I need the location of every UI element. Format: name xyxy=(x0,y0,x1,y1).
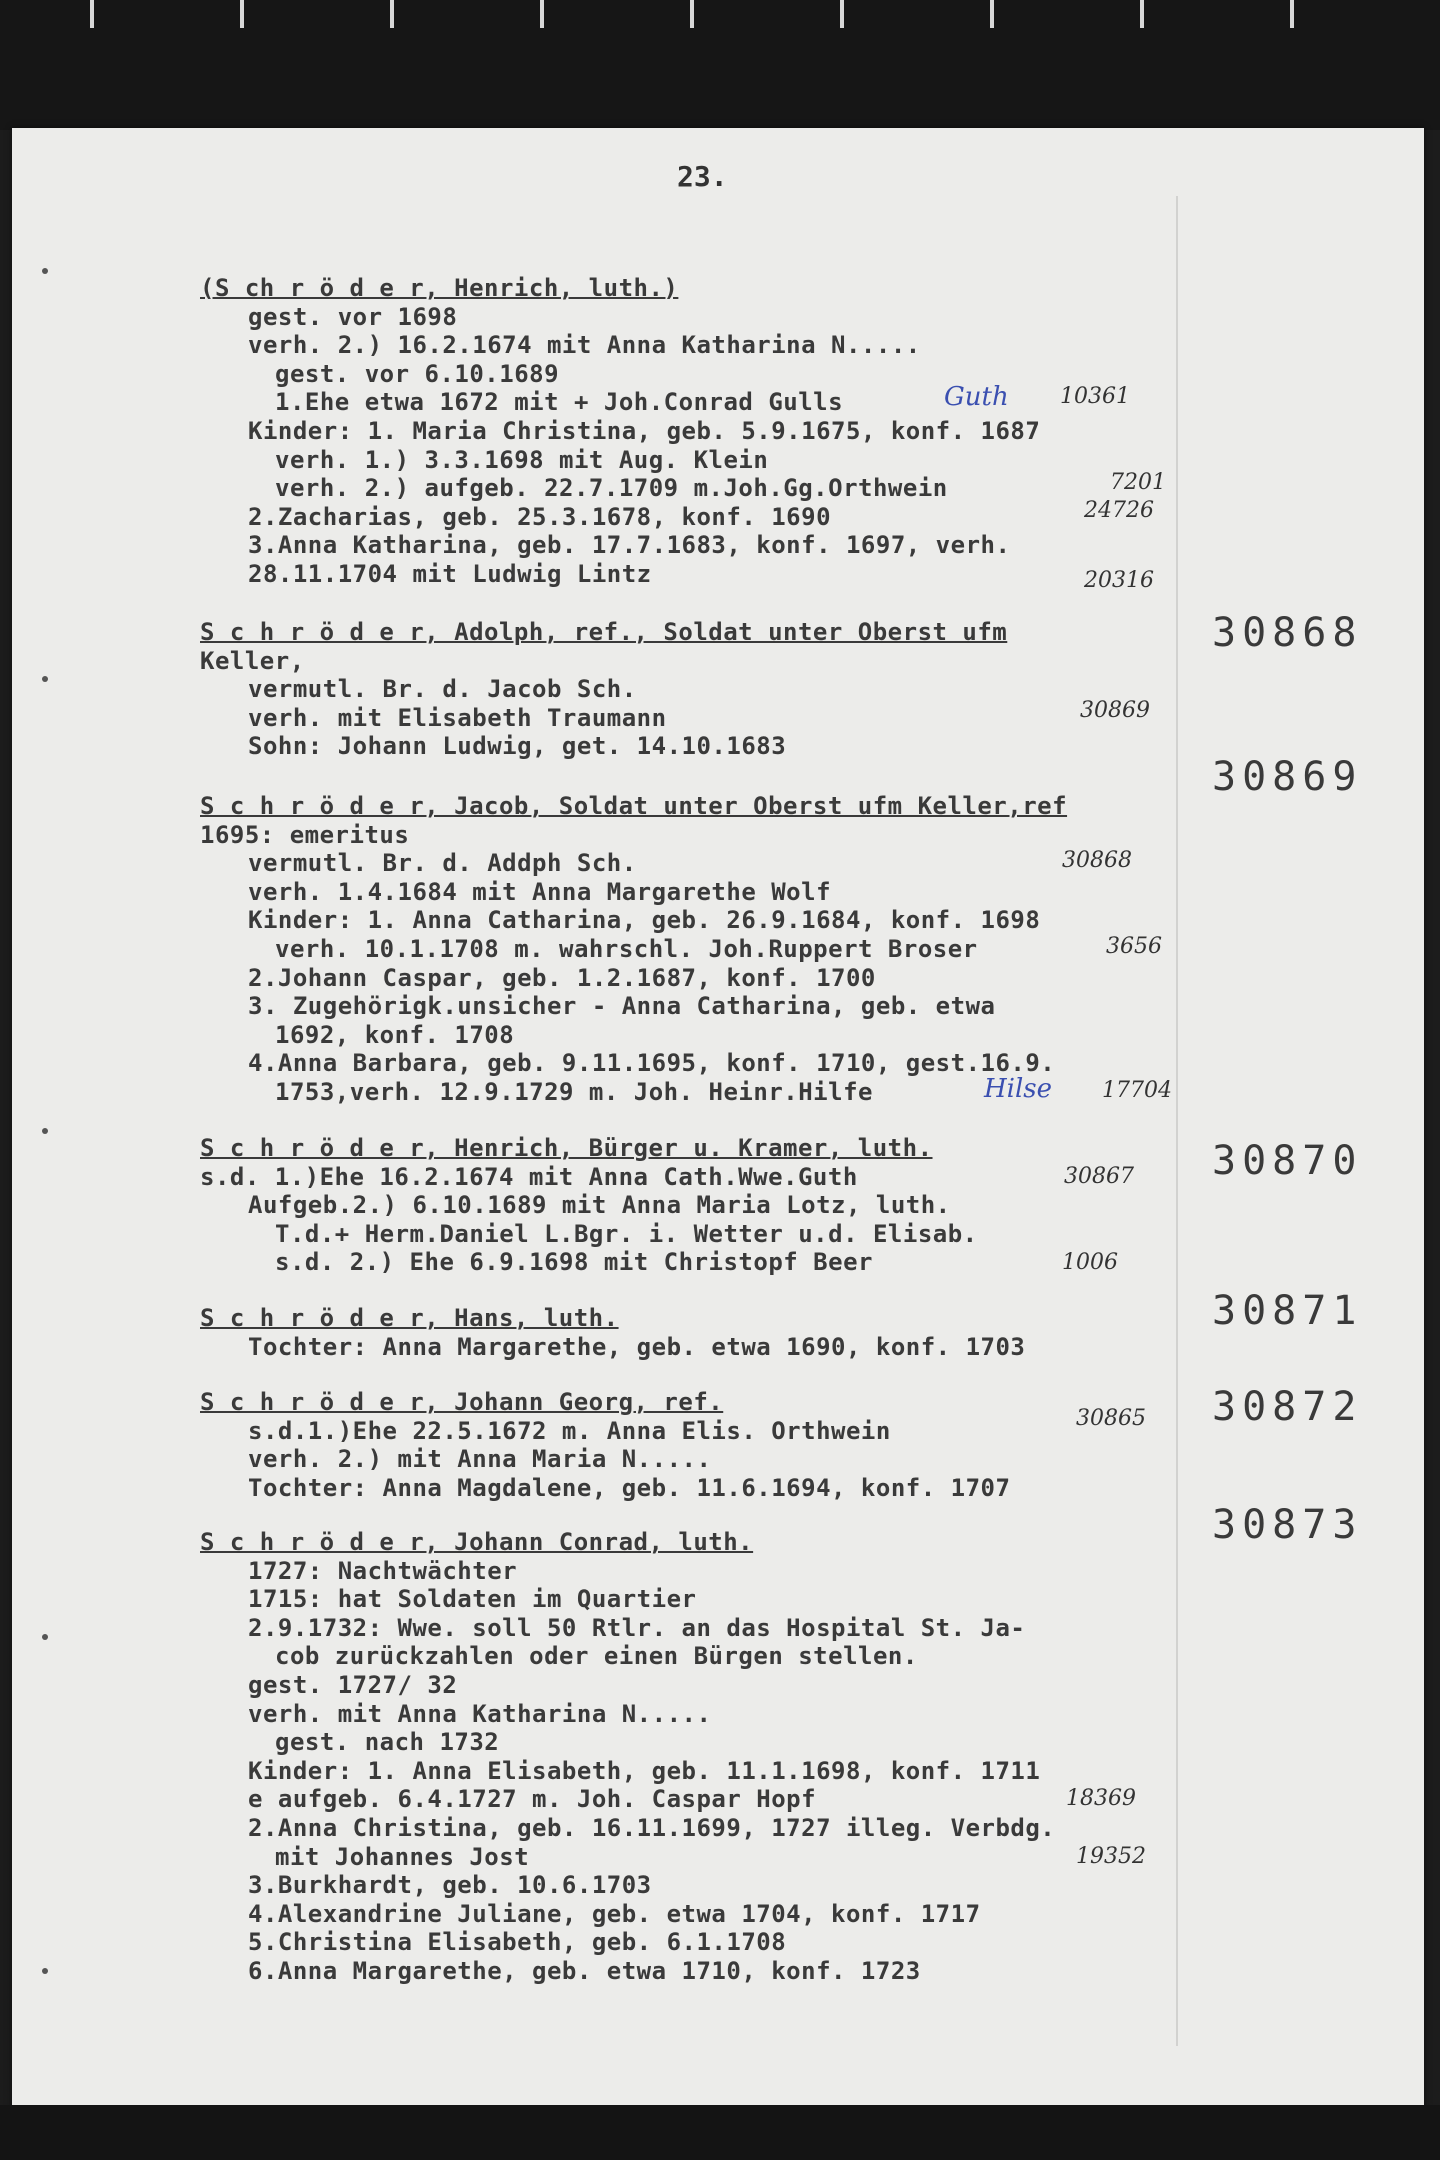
reference-number: 30869 xyxy=(1212,754,1363,800)
entry-line: cob zurückzahlen oder einen Bürgen stellen. xyxy=(275,1642,918,1671)
entry-line: mit Johannes Jost xyxy=(275,1842,530,1871)
entry-line: 1.Ehe etwa 1672 mit + Joh.Conrad Gulls xyxy=(275,388,844,417)
entry-line: 1695: emeritus xyxy=(200,820,410,849)
entry-line: 3. Zugehörigk.unsicher - Anna Catharina, geb. etwa xyxy=(248,992,996,1021)
handwritten-number: 19352 xyxy=(1076,1844,1146,1869)
handwritten-number: 17704 xyxy=(1102,1078,1172,1103)
reference-number: 30870 xyxy=(1212,1138,1363,1184)
handwritten-number: 24726 xyxy=(1084,498,1154,523)
entry-line: 1715: hat Soldaten im Quartier xyxy=(248,1585,697,1614)
handwritten-number: 1006 xyxy=(1062,1250,1118,1275)
entry-heading: S c h r ö d e r, Henrich, Bürger u. Kramer, luth. xyxy=(200,1134,933,1162)
film-tick xyxy=(90,0,94,28)
handwritten-number: 20316 xyxy=(1084,568,1154,593)
entry-line: vermutl. Br. d. Addph Sch. xyxy=(248,849,637,878)
entry-line: 3.Burkhardt, geb. 10.6.1703 xyxy=(248,1871,652,1900)
entry-line: 28.11.1704 mit Ludwig Lintz xyxy=(248,559,652,588)
handwritten-number: 10361 xyxy=(1060,384,1130,409)
entry-heading: S c h r ö d e r, Hans, luth. xyxy=(200,1304,619,1332)
entry-line: Tochter: Anna Magdalene, geb. 11.6.1694, konf. 1707 xyxy=(248,1473,1011,1502)
entry-schroeder-johann-georg xyxy=(200,1388,1200,1502)
film-strip-bottom xyxy=(0,2105,1440,2160)
reference-number: 30871 xyxy=(1212,1288,1363,1334)
entry-line: 1753,verh. 12.9.1729 m. Joh. Heinr.Hilfe xyxy=(275,1077,873,1106)
reference-number: 30872 xyxy=(1212,1384,1363,1430)
handwritten-number: 30868 xyxy=(1062,848,1132,873)
handwritten-number: 30865 xyxy=(1076,1406,1146,1431)
punch-mark xyxy=(42,1634,48,1640)
film-tick xyxy=(990,0,994,28)
punch-mark xyxy=(42,676,48,682)
entry-line: 4.Anna Barbara, geb. 9.11.1695, konf. 1710, gest.16.9. xyxy=(248,1049,1056,1078)
entry-line: verh. 1.4.1684 mit Anna Margarethe Wolf xyxy=(248,877,832,906)
entry-line: 3.Anna Katharina, geb. 17.7.1683, konf. 1697, verh. xyxy=(248,531,1011,560)
entry-line: gest. vor 6.10.1689 xyxy=(275,359,560,388)
handwritten-correction: Hilse xyxy=(984,1074,1053,1104)
entry-line: verh. 1.) 3.3.1698 mit Aug. Klein xyxy=(275,445,769,474)
entry-line: s.d.1.)Ehe 22.5.1672 m. Anna Elis. Orthwein xyxy=(248,1416,891,1445)
entry-line: 5.Christina Elisabeth, geb. 6.1.1708 xyxy=(248,1928,787,1957)
film-strip-top xyxy=(0,0,1440,130)
film-tick xyxy=(1140,0,1144,28)
entry-line: T.d.+ Herm.Daniel L.Bgr. i. Wetter u.d. Elisab. xyxy=(275,1219,978,1248)
handwritten-correction: Guth xyxy=(944,382,1009,412)
entry-line: Kinder: 1. Anna Catharina, geb. 26.9.1684, konf. 1698 xyxy=(248,906,1041,935)
film-tick xyxy=(690,0,694,28)
handwritten-number: 30867 xyxy=(1064,1164,1134,1189)
film-tick xyxy=(240,0,244,28)
entry-line: Kinder: 1. Maria Christina, geb. 5.9.1675, konf. 1687 xyxy=(248,416,1041,445)
entry-heading: (S ch r ö d e r, Henrich, luth.) xyxy=(200,274,679,302)
entry-line: Sohn: Johann Ludwig, get. 14.10.1683 xyxy=(248,732,787,761)
handwritten-number: 3656 xyxy=(1106,934,1162,959)
entry-heading: S c h r ö d e r, Johann Georg, ref. xyxy=(200,1388,724,1416)
handwritten-number: 30869 xyxy=(1080,698,1150,723)
entry-line: 2.Zacharias, geb. 25.3.1678, konf. 1690 xyxy=(248,502,832,531)
document-page xyxy=(12,128,1424,2123)
entry-line: s.d. 2.) Ehe 6.9.1698 mit Christopf Beer xyxy=(275,1248,873,1277)
entry-line: verh. 10.1.1708 m. wahrschl. Joh.Ruppert Broser xyxy=(275,934,978,963)
entry-line: 2.Johann Caspar, geb. 1.2.1687, konf. 1700 xyxy=(248,963,876,992)
entry-line: 1692, konf. 1708 xyxy=(275,1020,515,1049)
entry-line: 1727: Nachtwächter xyxy=(248,1556,518,1585)
entry-line: 2.9.1732: Wwe. soll 50 Rtlr. an das Hospital St. Ja- xyxy=(248,1613,1026,1642)
reference-number: 30873 xyxy=(1212,1502,1363,1548)
handwritten-number: 7201 xyxy=(1110,470,1166,495)
punch-mark xyxy=(42,1968,48,1974)
entry-line: 6.Anna Margarethe, geb. etwa 1710, konf. 1723 xyxy=(248,1956,921,1985)
film-tick xyxy=(1290,0,1294,28)
entry-line: gest. vor 1698 xyxy=(248,302,458,331)
entry-line: 2.Anna Christina, geb. 16.11.1699, 1727 illeg. Verbdg. xyxy=(248,1813,1056,1842)
entry-schroeder-jacob xyxy=(200,792,1200,1107)
film-tick xyxy=(840,0,844,28)
punch-mark xyxy=(42,1128,48,1134)
entry-schroeder-henrich-2 xyxy=(200,1134,1200,1277)
entry-heading: S c h r ö d e r, Adolph, ref., Soldat unter Oberst ufm xyxy=(200,618,1008,646)
punch-mark xyxy=(42,268,48,274)
entry-line: verh. 2.) mit Anna Maria N..... xyxy=(248,1445,712,1474)
page-number: 23. xyxy=(677,160,728,193)
entry-line: Aufgeb.2.) 6.10.1689 mit Anna Maria Lotz, luth. xyxy=(248,1191,951,1220)
entry-line: Tochter: Anna Margarethe, geb. etwa 1690, konf. 1703 xyxy=(248,1332,1026,1361)
entry-line: s.d. 1.)Ehe 16.2.1674 mit Anna Cath.Wwe.Guth xyxy=(200,1162,858,1191)
entry-schroeder-henrich-1 xyxy=(200,274,1200,589)
entry-line: Kinder: 1. Anna Elisabeth, geb. 11.1.1698, konf. 1711 xyxy=(248,1756,1041,1785)
handwritten-number: 18369 xyxy=(1066,1786,1136,1811)
film-tick xyxy=(390,0,394,28)
entry-line: Keller, xyxy=(200,646,305,675)
entry-heading: S c h r ö d e r, Jacob, Soldat unter Oberst ufm Keller,ref xyxy=(200,792,1068,820)
entry-line: gest. 1727/ 32 xyxy=(248,1670,458,1699)
entry-line: verh. mit Elisabeth Traumann xyxy=(248,703,667,732)
entry-line: vermutl. Br. d. Jacob Sch. xyxy=(248,675,637,704)
entry-schroeder-johann-conrad xyxy=(200,1528,1200,1986)
entry-line: verh. 2.) 16.2.1674 mit Anna Katharina N..... xyxy=(248,331,921,360)
entry-line: verh. 2.) aufgeb. 22.7.1709 m.Joh.Gg.Orthwein xyxy=(275,474,948,503)
reference-number: 30868 xyxy=(1212,610,1363,656)
entry-line: e aufgeb. 6.4.1727 m. Joh. Caspar Hopf xyxy=(248,1785,817,1814)
entry-schroeder-adolph xyxy=(200,618,1200,761)
entry-line: verh. mit Anna Katharina N..... xyxy=(248,1699,712,1728)
entry-line: 4.Alexandrine Juliane, geb. etwa 1704, konf. 1717 xyxy=(248,1899,981,1928)
entry-schroeder-hans xyxy=(200,1304,1200,1361)
entry-line: gest. nach 1732 xyxy=(275,1728,500,1757)
film-tick xyxy=(540,0,544,28)
entry-heading: S c h r ö d e r, Johann Conrad, luth. xyxy=(200,1528,754,1556)
